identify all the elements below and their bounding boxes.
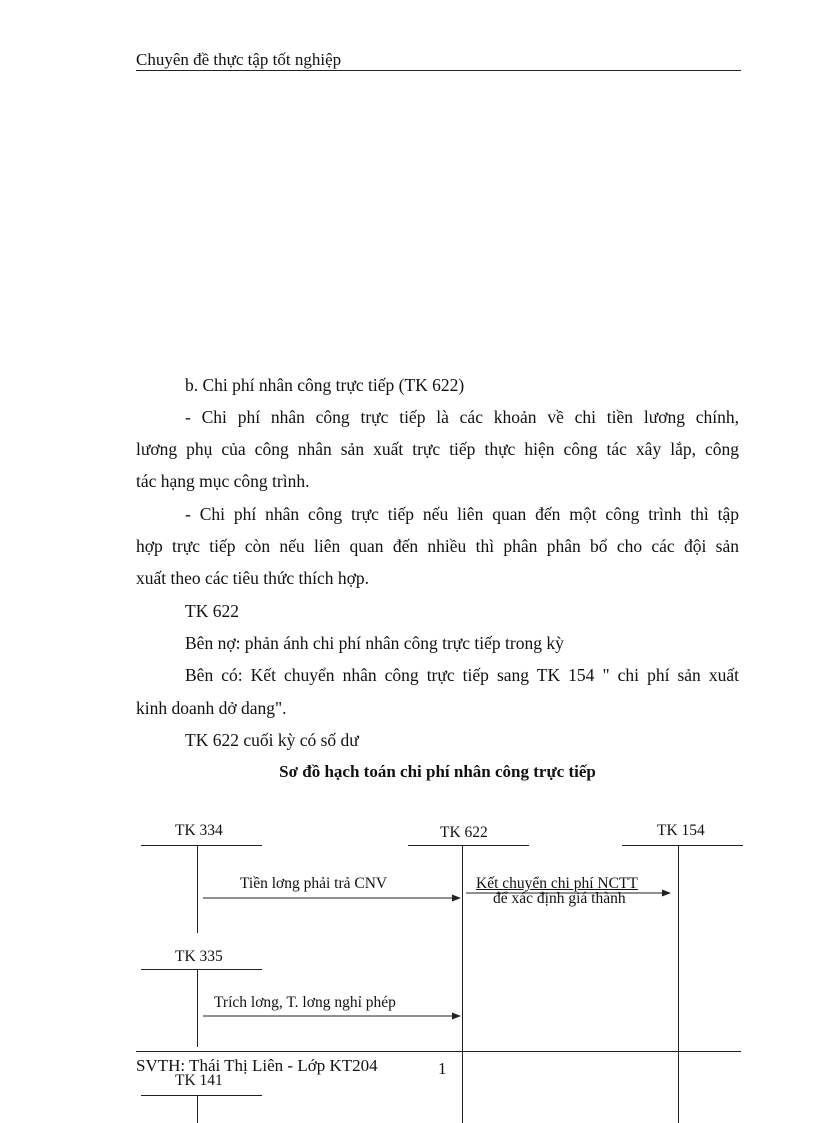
- account-tk622: TK 622: [440, 824, 488, 841]
- section-heading: b. Chi phí nhân công trực tiếp (TK 622): [185, 375, 465, 395]
- page-number: 1: [438, 1059, 447, 1078]
- paragraph-line: - Chi phí nhân công trực tiếp là các khoản về chi tiền lương chính,: [185, 407, 739, 427]
- tk-label: TK 622: [185, 601, 239, 621]
- arrow-label-salary: Tiền lơng phải trả CNV: [240, 875, 388, 892]
- account-tk141: TK 141: [175, 1072, 223, 1089]
- document-header: Chuyên đề thực tập tốt nghiệp: [136, 50, 342, 69]
- paragraph-line: hợp trực tiếp còn nếu liên quan đến nhiều thì phân phân bổ cho các đội sản: [136, 536, 739, 557]
- paragraph-line: tác hạng mục công trình.: [136, 471, 310, 492]
- paragraph-line: - Chi phí nhân công trực tiếp nếu liên quan đến một công trình thì tập: [185, 504, 739, 524]
- account-tk334: TK 334: [175, 822, 223, 839]
- paragraph-line: xuất theo các tiêu thức thích hợp.: [136, 568, 370, 589]
- arrow-label-leave-pay: Trích lơng, T. lơng nghỉ phép: [214, 994, 396, 1011]
- account-tk335: TK 335: [175, 948, 223, 965]
- arrow-label-transfer-2: để xác định giá thành: [493, 890, 626, 907]
- footer-rule: [136, 1051, 741, 1052]
- paragraph-line: lương phụ của công nhân sản xuất trực tiếp thực hiện công tác xây lắp, công: [136, 439, 739, 460]
- debit-line: Bên nợ: phản ánh chi phí nhân công trực tiếp trong kỳ: [185, 633, 564, 654]
- arrow-label-transfer-1: Kết chuyển chi phí NCTT: [476, 875, 638, 892]
- diagram-title: Sơ đồ hạch toán chi phí nhân công trực tiếp: [279, 762, 596, 781]
- credit-line: kinh doanh dở dang".: [136, 697, 287, 718]
- footer-author: SVTH: Thái Thị Liên - Lớp KT204: [136, 1056, 378, 1075]
- credit-line: Bên có: Kết chuyển nhân công trực tiếp sang TK 154 " chi phí sản xuất: [185, 665, 739, 686]
- balance-line: TK 622 cuối kỳ có số dư: [185, 729, 359, 750]
- account-tk154: TK 154: [657, 822, 705, 839]
